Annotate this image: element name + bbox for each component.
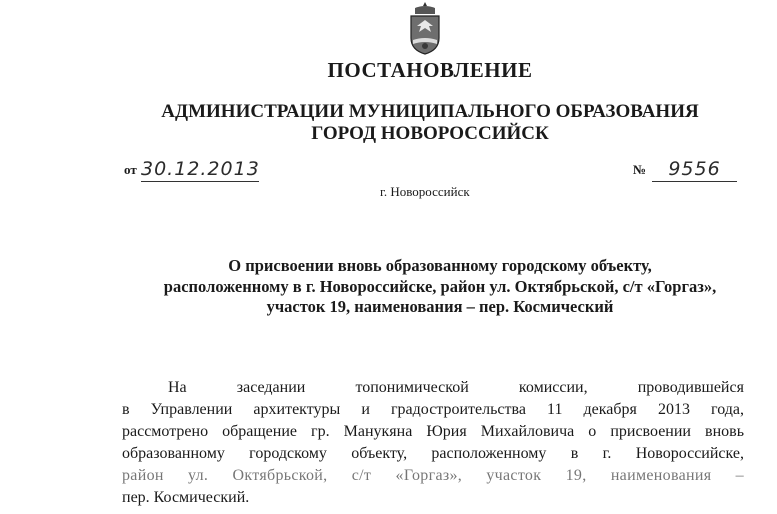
issuing-authority-line1: АДМИНИСТРАЦИИ МУНИЦИПАЛЬНОГО ОБРАЗОВАНИЯ — [161, 101, 699, 122]
date-prefix: от — [124, 162, 137, 177]
document-number: 9556 — [652, 157, 737, 182]
number-prefix: № — [633, 162, 647, 177]
body-word: проводившейся — [637, 379, 744, 396]
body-line4: образованному городскому объекту, расположенному в г. Новороссийске, — [122, 445, 744, 462]
issuing-authority-line2: ГОРОД НОВОРОССИЙСК — [311, 123, 549, 144]
body-word: На — [168, 379, 187, 396]
body-word: заседании — [236, 379, 306, 396]
subject-line1: О присвоении вновь образованному городскому объекту, — [228, 256, 652, 275]
body-line2: в Управлении архитектуры и градостроительства 11 декабря 2013 года, — [122, 401, 744, 418]
body-line3: рассмотрено обращение гр. Манукяна Юрия Михайловича о присвоении вновь — [122, 423, 744, 440]
body-word: комиссии, — [518, 379, 588, 396]
body-line6: пер. Космический. — [122, 489, 250, 506]
subject-line3: участок 19, наименования – пер. Космический — [266, 297, 614, 316]
document-title: ПОСТАНОВЛЕНИЕ — [327, 58, 533, 82]
body-line1 — [122, 379, 744, 397]
subject-line2: расположенному в г. Новороссийске, район ул. Октябрьской, с/т «Горгаз», — [163, 277, 717, 296]
body-line5: район ул. Октябрьской, с/т «Горгаз», участок 19, наименования – — [122, 467, 744, 484]
body-word: топонимической — [355, 379, 469, 396]
document-city: г. Новороссийск — [380, 184, 470, 199]
document-date: 30.12.2013 — [141, 158, 260, 180]
coat-of-arms-icon — [405, 0, 445, 56]
